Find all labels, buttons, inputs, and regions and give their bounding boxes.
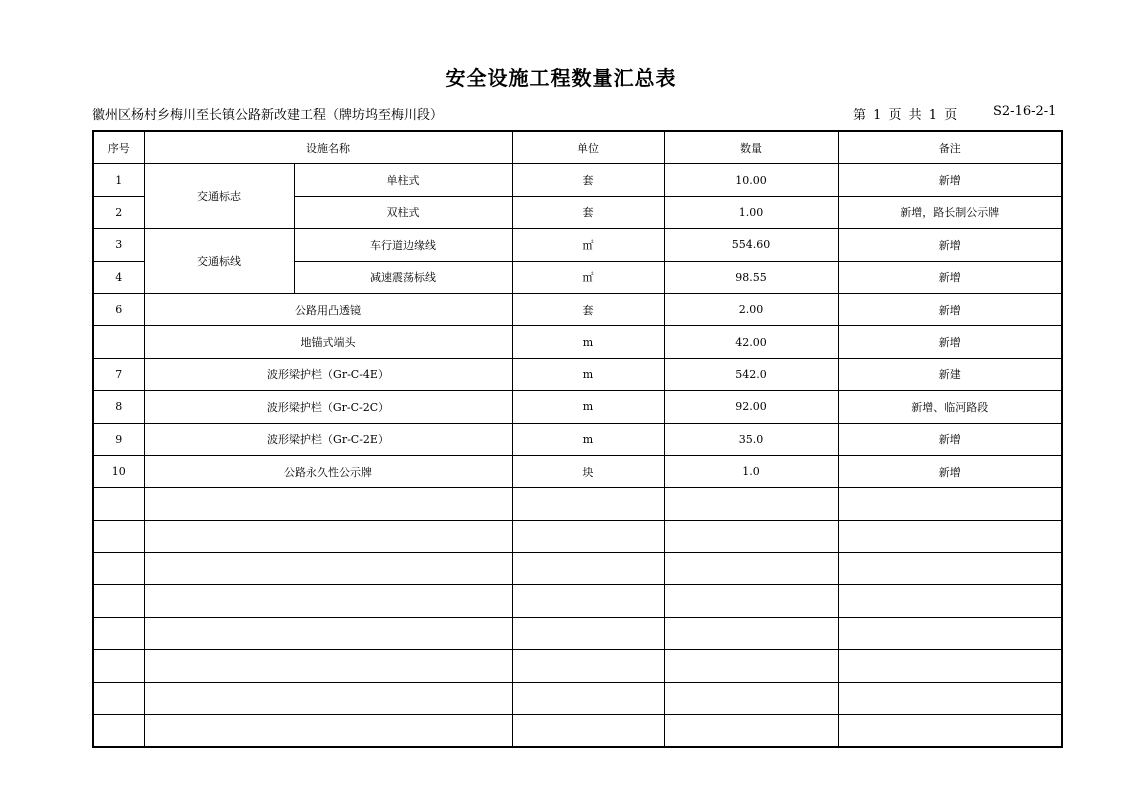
empty-row [93,650,1062,682]
cell-unit: m [512,358,664,390]
cell-qty: 2.00 [664,293,838,325]
quantity-summary-table [92,130,1063,748]
table-header-row [93,131,1062,164]
cell-name: 双柱式 [294,196,512,228]
empty-row [93,617,1062,649]
cell-qty: 10.00 [664,164,838,196]
cell-note: 新增、临河路段 [838,391,1062,423]
cell-name: 减速震荡标线 [294,261,512,293]
cell-seq: 7 [93,358,144,390]
cell-seq: 9 [93,423,144,455]
cell-note: 新增 [838,423,1062,455]
table-row [93,164,1062,196]
empty-row [93,488,1062,520]
page-info: 第 1 页 共 1 页 [853,108,958,123]
empty-row [93,520,1062,552]
cell-seq [93,326,144,358]
cell-unit: 套 [512,196,664,228]
table-row [93,293,1062,325]
cell-unit: m [512,326,664,358]
cell-qty: 35.0 [664,423,838,455]
cell-note: 新增，路长制公示牌 [838,196,1062,228]
cell-note: 新增 [838,164,1062,196]
table-row [93,455,1062,487]
cell-note: 新增 [838,326,1062,358]
cell-unit: m [512,423,664,455]
cell-qty: 98.55 [664,261,838,293]
group-traffic-marking: 交通标线 [144,229,294,294]
cell-seq: 2 [93,196,144,228]
cell-note: 新增 [838,261,1062,293]
table-row [93,423,1062,455]
table-row [93,391,1062,423]
cell-unit: ㎡ [512,229,664,261]
cell-note: 新增 [838,293,1062,325]
cell-seq: 3 [93,229,144,261]
group-traffic-sign: 交通标志 [144,164,294,229]
cell-seq: 10 [93,455,144,487]
cell-seq: 1 [93,164,144,196]
cell-name: 波形梁护栏（Gr-C-2E） [144,423,512,455]
cell-seq: 4 [93,261,144,293]
cell-name: 公路永久性公示牌 [144,455,512,487]
cell-note: 新增 [838,229,1062,261]
table-row [93,326,1062,358]
cell-unit: 块 [512,455,664,487]
cell-qty: 1.0 [664,455,838,487]
cell-seq: 6 [93,293,144,325]
empty-row [93,715,1062,748]
header-note: 备注 [838,131,1062,164]
empty-row [93,682,1062,714]
cell-qty: 42.00 [664,326,838,358]
document-number: S2-16-2-1 [993,104,1057,119]
cell-seq: 8 [93,391,144,423]
header-name: 设施名称 [144,131,512,164]
cell-unit: ㎡ [512,261,664,293]
document-title: 安全设施工程数量汇总表 [445,66,677,90]
empty-row [93,553,1062,585]
project-subtitle: 徽州区杨村乡梅川至长镇公路新改建工程（牌坊坞至梅川段） [92,108,444,123]
cell-name: 地锚式端头 [144,326,512,358]
cell-unit: 套 [512,293,664,325]
table-row [93,229,1062,261]
cell-qty: 542.0 [664,358,838,390]
header-unit: 单位 [512,131,664,164]
cell-name: 波形梁护栏（Gr-C-2C） [144,391,512,423]
cell-name: 波形梁护栏（Gr-C-4E） [144,358,512,390]
cell-note: 新增 [838,455,1062,487]
cell-qty: 92.00 [664,391,838,423]
cell-name: 公路用凸透镜 [144,293,512,325]
cell-name: 单柱式 [294,164,512,196]
header-seq: 序号 [93,131,144,164]
cell-name: 车行道边缘线 [294,229,512,261]
cell-note: 新建 [838,358,1062,390]
cell-unit: m [512,391,664,423]
table-row [93,358,1062,390]
cell-unit: 套 [512,164,664,196]
header-qty: 数量 [664,131,838,164]
cell-qty: 1.00 [664,196,838,228]
cell-qty: 554.60 [664,229,838,261]
empty-row [93,585,1062,617]
